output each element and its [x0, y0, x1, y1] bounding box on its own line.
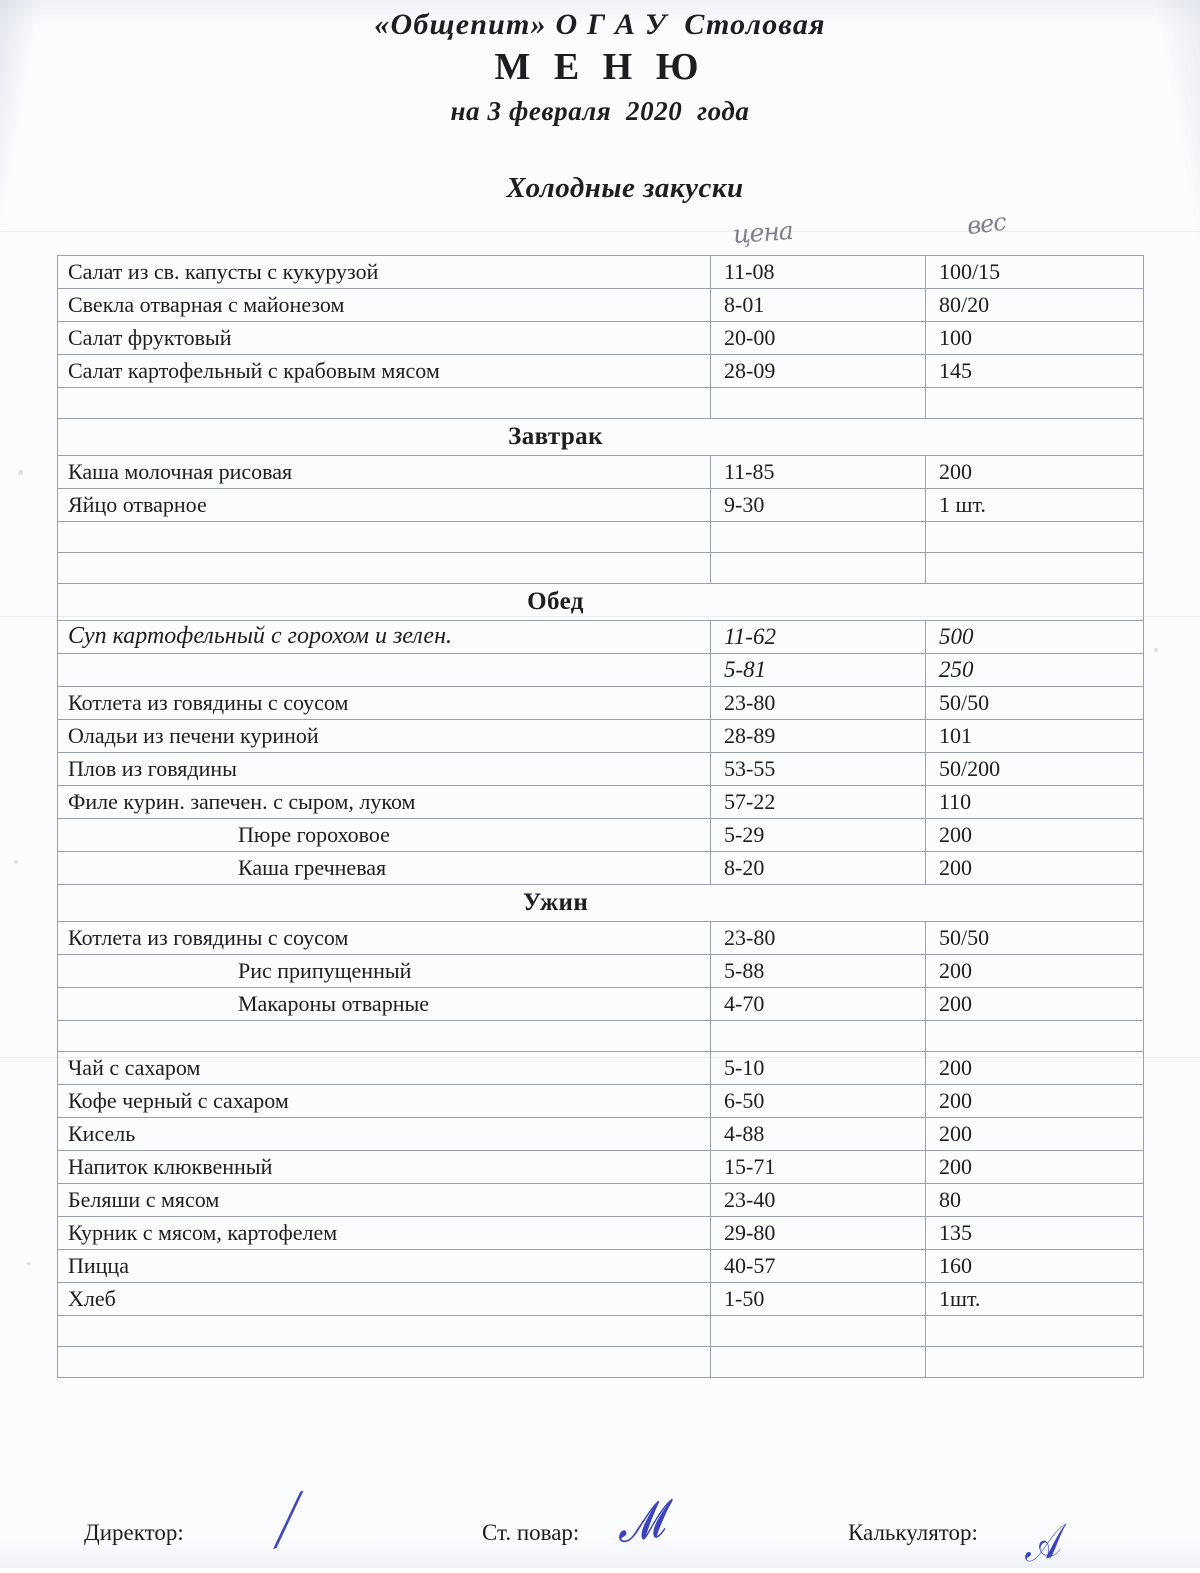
- dish-price: 4-70: [711, 988, 926, 1021]
- chef-signature-line: [482, 1520, 579, 1546]
- dish-weight: 250: [926, 654, 1144, 687]
- dish-name: Курник с мясом, картофелем: [58, 1217, 711, 1250]
- dish-weight: [926, 388, 1144, 419]
- scan-streak: [0, 231, 1200, 232]
- director-label: Директор:: [84, 1520, 184, 1545]
- dish-name: Кофе черный с сахаром: [58, 1085, 711, 1118]
- dish-weight: 50/50: [926, 687, 1144, 720]
- menu-row: [58, 1283, 1144, 1316]
- scan-speck: [14, 860, 18, 864]
- dish-price: 5-81: [711, 654, 926, 687]
- dish-price: 23-80: [711, 687, 926, 720]
- dish-price: [711, 388, 926, 419]
- menu-section-header-text: Ужин: [522, 888, 589, 916]
- chef-signature-mark: 𝓜: [612, 1489, 668, 1555]
- organization-line: «Общепит» О Г А У Столовая: [374, 8, 826, 41]
- price-column-handwritten-caption: цена: [732, 215, 794, 250]
- dish-weight: 100/15: [926, 256, 1144, 289]
- dish-price: [711, 1347, 926, 1378]
- menu-row: [58, 720, 1144, 753]
- dish-name: Беляши с мясом: [58, 1184, 711, 1217]
- dish-weight: 1шт.: [926, 1283, 1144, 1316]
- menu-row: [58, 289, 1144, 322]
- dish-weight: 200: [926, 1118, 1144, 1151]
- dish-weight: 145: [926, 355, 1144, 388]
- dish-price: 23-80: [711, 922, 926, 955]
- dish-name: Рис припущенный: [58, 955, 711, 988]
- dish-weight: 100: [926, 322, 1144, 355]
- dish-name: Котлета из говядины с соусом: [58, 922, 711, 955]
- menu-section-header: [58, 419, 1144, 456]
- dish-price: 28-09: [711, 355, 926, 388]
- dish-price: 29-80: [711, 1217, 926, 1250]
- dish-weight: [926, 522, 1144, 553]
- dish-weight: 80: [926, 1184, 1144, 1217]
- dish-name: Котлета из говядины с соусом: [58, 687, 711, 720]
- menu-row-portion-variant: [58, 654, 1144, 687]
- menu-row: [58, 256, 1144, 289]
- dish-name: [58, 388, 711, 419]
- dish-price: 5-88: [711, 955, 926, 988]
- dish-name: Хлеб: [58, 1283, 711, 1316]
- scan-speck: [1154, 648, 1158, 652]
- menu-section-header-text: Обед: [527, 587, 584, 615]
- menu-empty-row: [58, 1347, 1144, 1378]
- weight-column-handwritten-caption: вес: [965, 207, 1008, 241]
- menu-row: [58, 456, 1144, 489]
- dish-weight: 1 шт.: [926, 489, 1144, 522]
- menu-section-header-row: [58, 419, 1144, 456]
- menu-section-header: [58, 584, 1144, 621]
- dish-name: [58, 1316, 711, 1347]
- menu-row: [58, 1151, 1144, 1184]
- menu-empty-row: [58, 553, 1144, 584]
- dish-weight: [926, 1347, 1144, 1378]
- dish-price: 57-22: [711, 786, 926, 819]
- dish-name: [58, 522, 711, 553]
- dish-name: [58, 553, 711, 584]
- dish-name: Каша молочная рисовая: [58, 456, 711, 489]
- dish-weight: 50/200: [926, 753, 1144, 786]
- dish-weight: 200: [926, 852, 1144, 885]
- menu-empty-row: [58, 1316, 1144, 1347]
- dish-name: Салат картофельный с крабовым мясом: [58, 355, 711, 388]
- dish-price: 4-88: [711, 1118, 926, 1151]
- menu-empty-row: [58, 1021, 1144, 1052]
- menu-empty-row: [58, 388, 1144, 419]
- menu-row: [58, 786, 1144, 819]
- dish-price: 6-50: [711, 1085, 926, 1118]
- dish-name: Салат из св. капусты с кукурузой: [58, 256, 711, 289]
- dish-name: Суп картофельный с горохом и зелен.: [58, 621, 711, 654]
- dish-name: Каша гречневая: [58, 852, 711, 885]
- director-signature-line: [84, 1520, 184, 1546]
- calculator-signature-line: [848, 1520, 978, 1546]
- dish-price: [711, 1316, 926, 1347]
- menu-row: [58, 1184, 1144, 1217]
- menu-row: [58, 819, 1144, 852]
- menu-row: [58, 988, 1144, 1021]
- dish-name: [58, 1021, 711, 1052]
- dish-price: 1-50: [711, 1283, 926, 1316]
- dish-price: [711, 1021, 926, 1052]
- signature-footer: [0, 1482, 1200, 1573]
- dish-weight: [926, 1021, 1144, 1052]
- dish-weight: 200: [926, 988, 1144, 1021]
- menu-table: [57, 255, 1144, 1378]
- menu-row: [58, 852, 1144, 885]
- menu-row: [58, 355, 1144, 388]
- menu-row: [58, 1052, 1144, 1085]
- menu-section-header-row: [58, 885, 1144, 922]
- menu-section-header: [58, 885, 1144, 922]
- dish-price: 23-40: [711, 1184, 926, 1217]
- menu-row: [58, 1250, 1144, 1283]
- dish-price: [711, 553, 926, 584]
- calculator-label: Калькулятор:: [848, 1520, 978, 1545]
- dish-name: Чай с сахаром: [58, 1052, 711, 1085]
- dish-name: Оладьи из печени куриной: [58, 720, 711, 753]
- dish-price: [711, 522, 926, 553]
- dish-name: Пицца: [58, 1250, 711, 1283]
- dish-name: Пюре гороховое: [58, 819, 711, 852]
- dish-weight: 135: [926, 1217, 1144, 1250]
- menu-title: М Е Н Ю: [494, 46, 706, 89]
- document-header: [0, 8, 1200, 127]
- menu-row: [58, 955, 1144, 988]
- dish-weight: 200: [926, 1085, 1144, 1118]
- dish-weight: 80/20: [926, 289, 1144, 322]
- dish-price: 11-62: [711, 621, 926, 654]
- dish-price: 15-71: [711, 1151, 926, 1184]
- dish-name: [58, 654, 711, 687]
- menu-row: [58, 489, 1144, 522]
- dish-name: [58, 1347, 711, 1378]
- director-signature-mark: ⟋: [256, 1482, 312, 1564]
- dish-weight: 160: [926, 1250, 1144, 1283]
- dish-name: Филе курин. запечен. с сыром, луком: [58, 786, 711, 819]
- dish-name: Макароны отварные: [58, 988, 711, 1021]
- dish-weight: 200: [926, 1052, 1144, 1085]
- dish-weight: 200: [926, 1151, 1144, 1184]
- dish-weight: 101: [926, 720, 1144, 753]
- menu-section-header-row: [58, 584, 1144, 621]
- calculator-signature-mark: 𝒜: [1017, 1516, 1064, 1573]
- dish-price: 8-20: [711, 852, 926, 885]
- menu-row: [58, 1085, 1144, 1118]
- dish-name: Салат фруктовый: [58, 322, 711, 355]
- dish-weight: 200: [926, 955, 1144, 988]
- menu-row: [58, 922, 1144, 955]
- menu-row: [58, 1118, 1144, 1151]
- dish-price: 5-29: [711, 819, 926, 852]
- dish-weight: 200: [926, 819, 1144, 852]
- dish-name: Напиток клюквенный: [58, 1151, 711, 1184]
- chef-label: Ст. повар:: [482, 1520, 580, 1545]
- cold-appetizers-heading: Холодные закуски: [506, 172, 744, 204]
- dish-weight: 500: [926, 621, 1144, 654]
- dish-weight: 200: [926, 456, 1144, 489]
- dish-weight: [926, 1316, 1144, 1347]
- dish-name: Плов из говядины: [58, 753, 711, 786]
- dish-price: 53-55: [711, 753, 926, 786]
- menu-table-body: [58, 256, 1144, 1378]
- menu-row: [58, 1217, 1144, 1250]
- scan-speck: [26, 1262, 31, 1265]
- dish-price: 11-08: [711, 256, 926, 289]
- dish-price: 11-85: [711, 456, 926, 489]
- scan-speck: [18, 470, 23, 475]
- dish-weight: 110: [926, 786, 1144, 819]
- menu-empty-row: [58, 522, 1144, 553]
- dish-price: 9-30: [711, 489, 926, 522]
- dish-name: Кисель: [58, 1118, 711, 1151]
- dish-price: 8-01: [711, 289, 926, 322]
- dish-weight: 50/50: [926, 922, 1144, 955]
- dish-price: 5-10: [711, 1052, 926, 1085]
- menu-row: [58, 753, 1144, 786]
- dish-price: 40-57: [711, 1250, 926, 1283]
- menu-date: на 3 февраля 2020 года: [450, 95, 750, 126]
- dish-weight: [926, 553, 1144, 584]
- dish-price: 20-00: [711, 322, 926, 355]
- menu-section-header-text: Завтрак: [508, 422, 603, 450]
- menu-row: [58, 687, 1144, 720]
- dish-name: Свекла отварная с майонезом: [58, 289, 711, 322]
- dish-price: 28-89: [711, 720, 926, 753]
- dish-name: Яйцо отварное: [58, 489, 711, 522]
- menu-row: [58, 621, 1144, 654]
- menu-row: [58, 322, 1144, 355]
